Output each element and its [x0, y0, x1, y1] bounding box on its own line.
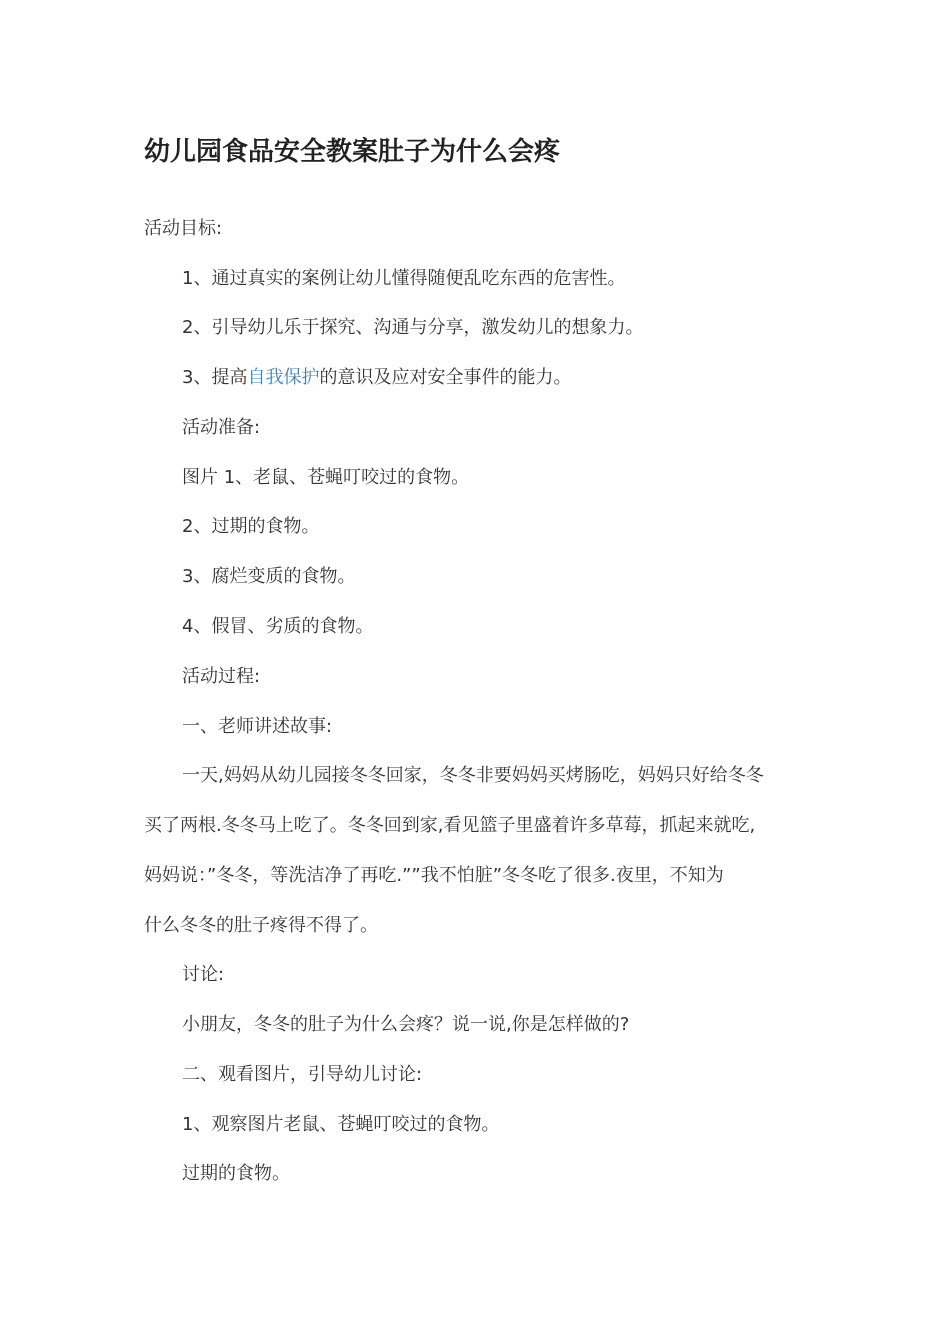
- discussion-question: 小朋友，冬冬的肚子为什么会疼？说一说,你是怎样做的?: [182, 1014, 630, 1035]
- goal-item-1: 1、通过真实的案例让幼儿懂得随便乱吃东西的危害性。: [182, 268, 626, 289]
- story-line-4: 什么冬冬的肚子疼得不得了。: [144, 915, 378, 936]
- process-heading: 活动过程:: [182, 666, 261, 687]
- story-line-2: 买了两根.冬冬马上吃了。冬冬回到家,看见篮子里盛着许多草莓，抓起来就吃,: [144, 815, 756, 836]
- story-line-1: 一天,妈妈从幼儿园接冬冬回家，冬冬非要妈妈买烤肠吃，妈妈只好给冬冬: [182, 765, 764, 786]
- prep-heading: 活动准备:: [182, 417, 261, 438]
- goals-heading: 活动目标:: [144, 218, 223, 239]
- section2-item-2: 过期的食物。: [182, 1163, 290, 1184]
- section1-heading: 一、老师讲述故事:: [182, 716, 333, 737]
- prep-item-3: 3、腐烂变质的食物。: [182, 566, 356, 587]
- discussion-heading: 讨论:: [182, 964, 225, 985]
- prep-item-1: 图片 1、老鼠、苍蝇叮咬过的食物。: [182, 467, 470, 488]
- goal-item-2: 2、引导幼儿乐于探究、沟通与分享，激发幼儿的想象力。: [182, 317, 644, 338]
- self-protection-link[interactable]: 自我保护: [247, 367, 320, 388]
- goal-item-3-suffix: 的意识及应对安全事件的能力。: [319, 367, 572, 388]
- section2-item-1: 1、观察图片老鼠、苍蝇叮咬过的食物。: [182, 1114, 500, 1135]
- document-title: 幼儿园食品安全教案肚子为什么会疼: [144, 137, 561, 167]
- prep-item-4: 4、假冒、劣质的食物。: [182, 616, 374, 637]
- goal-item-3: [182, 363, 571, 393]
- story-line-3: 妈妈说：”冬冬，等洗洁净了再吃.””我不怕脏”冬冬吃了很多.夜里，不知为: [144, 865, 724, 886]
- section2-heading: 二、观看图片，引导幼儿讨论:: [182, 1064, 423, 1085]
- goal-item-3-prefix: 3、提高: [182, 367, 248, 388]
- prep-item-2: 2、过期的食物。: [182, 516, 320, 537]
